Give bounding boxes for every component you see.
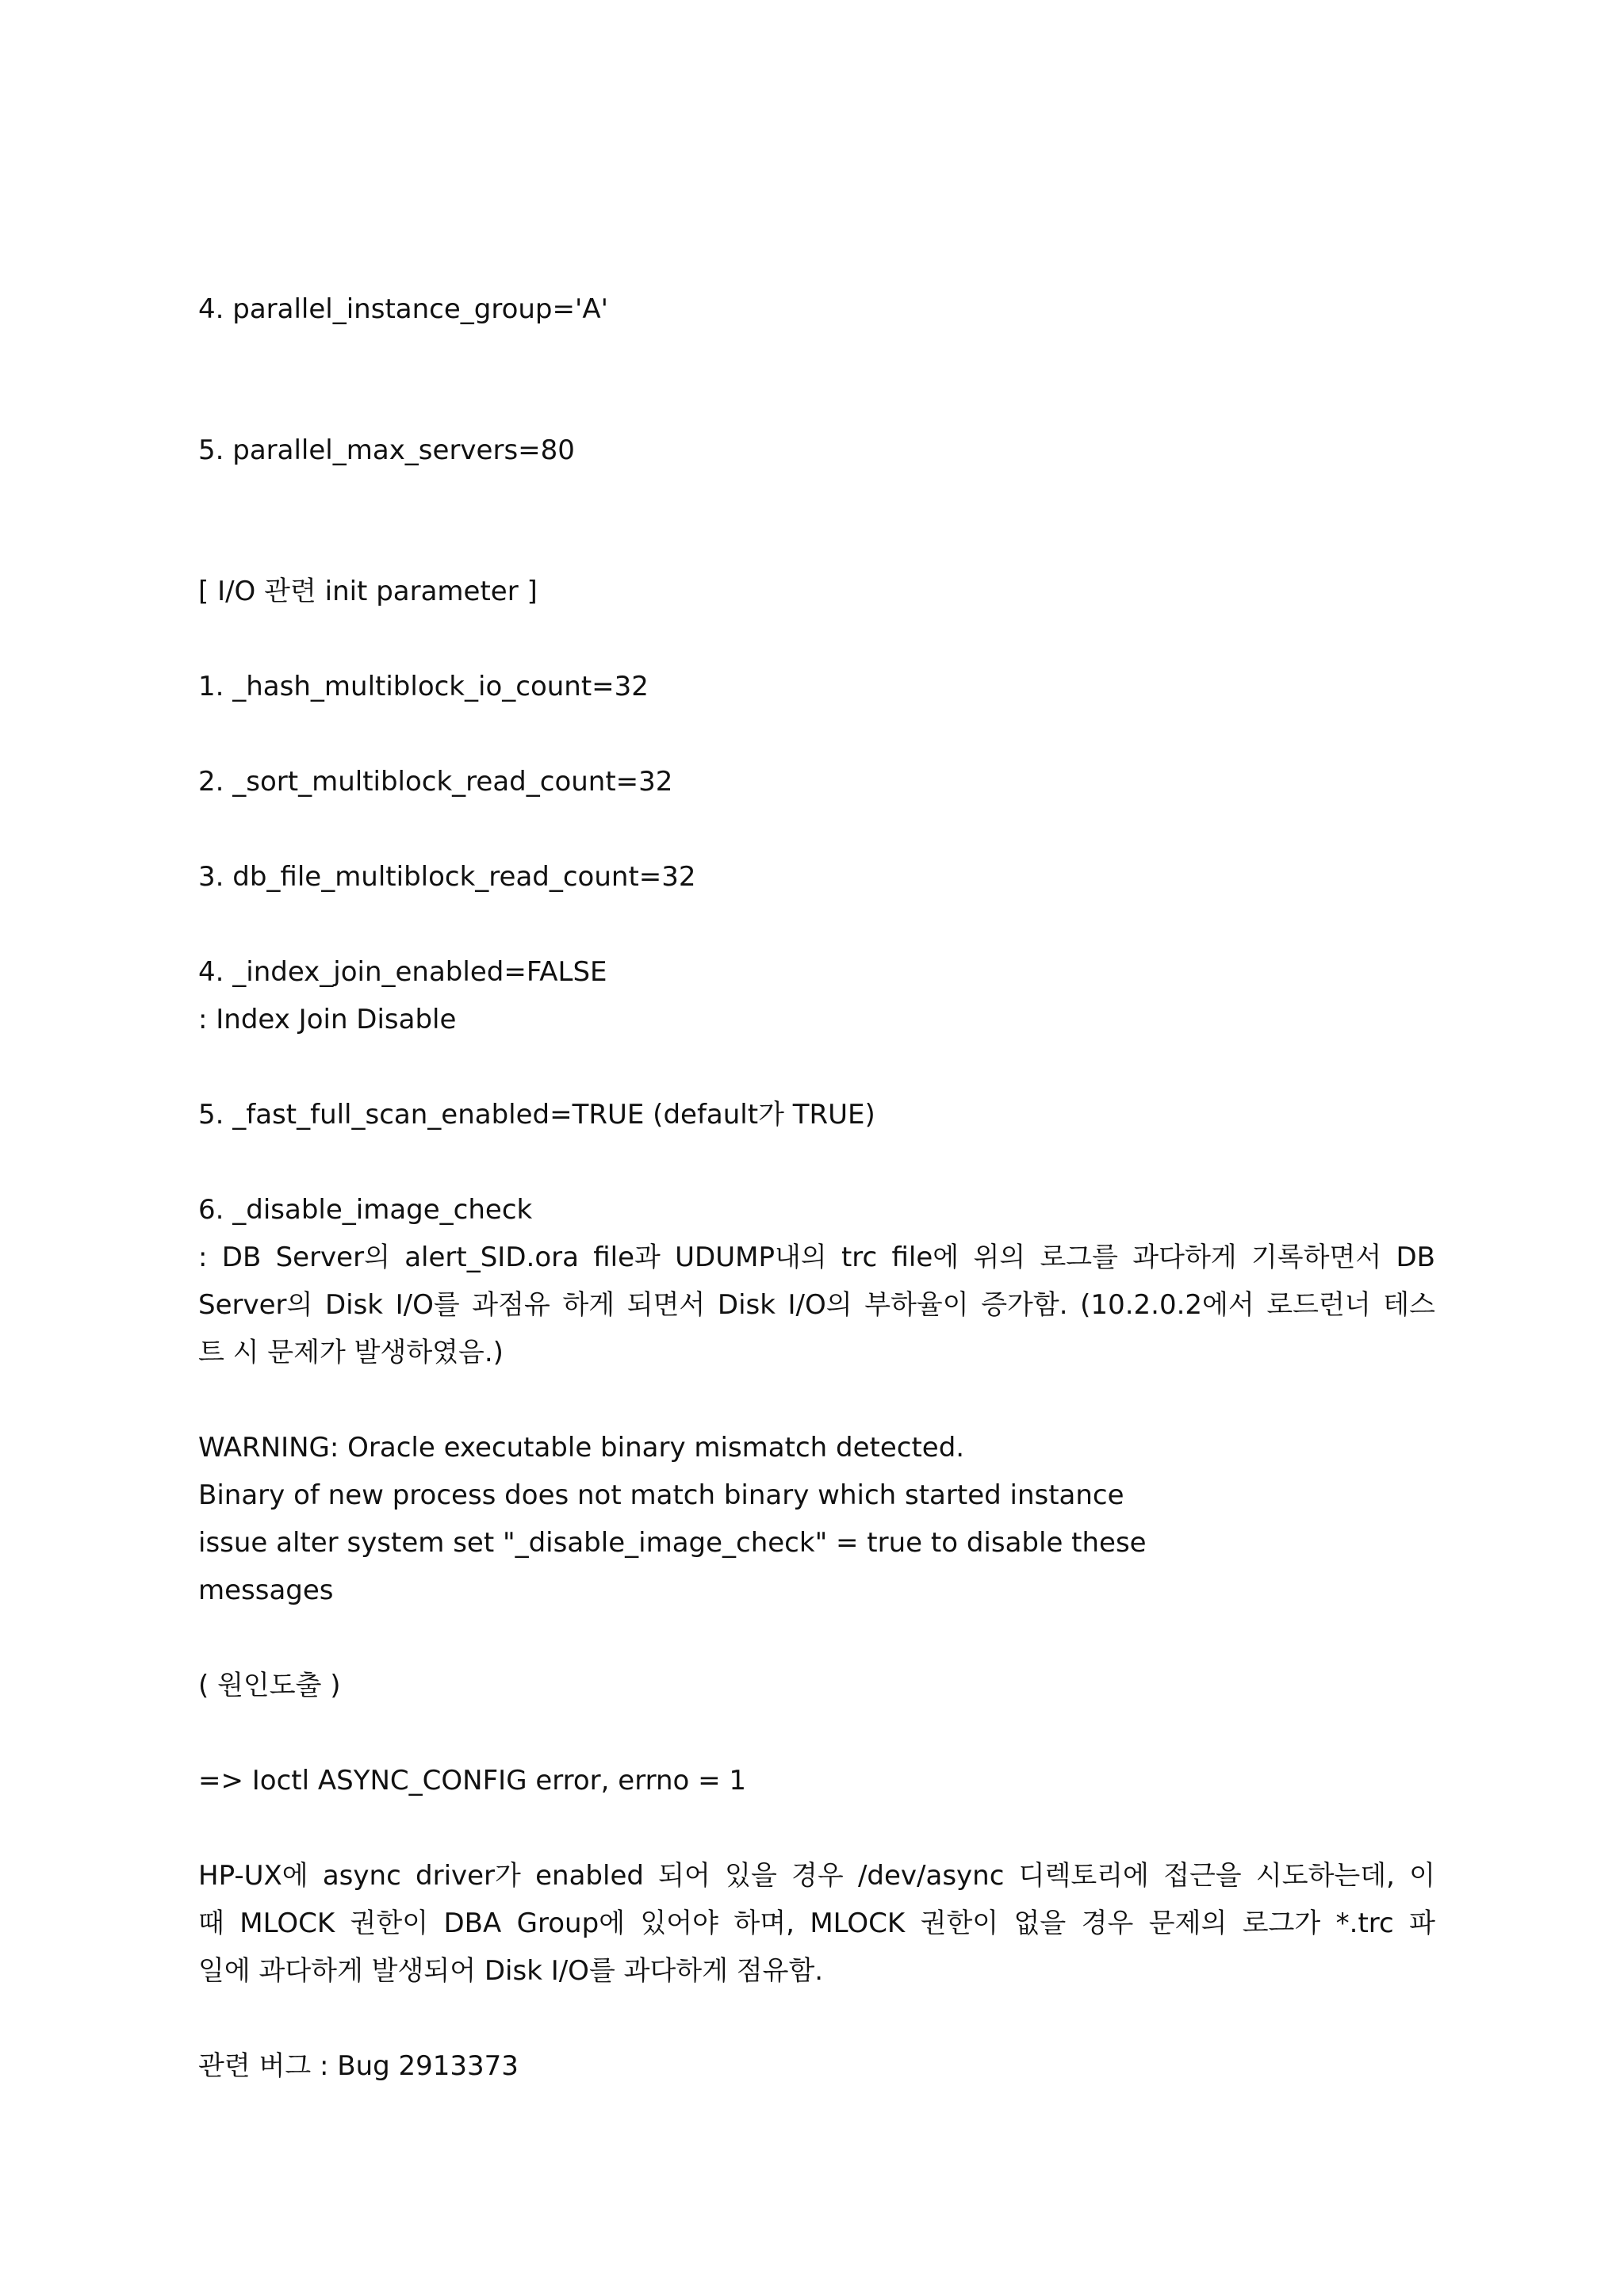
text-line: Server의 Disk I/O를 과점유 하게 되면서 Disk I/O의 부하율이 증가함. (10.2.0.2에서 로드런너 테스 (198, 1289, 1435, 1321)
document-body (198, 285, 1435, 2090)
text-line: 1. _hash_multiblock_io_count=32 (198, 671, 649, 702)
text-line: : Index Join Disable (198, 1004, 457, 1035)
text-line: 6. _disable_image_check (198, 1194, 533, 1226)
text-line: 5. _fast_full_scan_enabled=TRUE (default가 TRUE) (198, 1099, 875, 1131)
text-line: 5. parallel_max_servers=80 (198, 434, 575, 466)
text-line: 4. _index_join_enabled=FALSE (198, 956, 607, 988)
text-line: 4. parallel_instance_group='A' (198, 293, 608, 325)
section-heading-root-cause (198, 1662, 1435, 1709)
paragraph-parallel-instance-group (198, 285, 1435, 333)
paragraph-hpux-explanation (198, 1852, 1435, 1995)
text-line: 트 시 문제가 발생하였음.) (198, 1337, 504, 1368)
paragraph-ioctl-error (198, 1757, 1435, 1804)
text-line: WARNING: Oracle executable binary mismatch detected. (198, 1432, 965, 1464)
section-heading: ( 원인도출 ) (198, 1670, 341, 1701)
section-heading: [ I/O 관련 init parameter ] (198, 576, 538, 607)
text-line: 2. _sort_multiblock_read_count=32 (198, 766, 673, 798)
paragraph-disable-image-check (198, 1186, 1435, 1376)
paragraph-warning-message (198, 1424, 1435, 1614)
paragraph-related-bug (198, 2042, 1435, 2090)
text-line: 때 MLOCK 권한이 DBA Group에 있어야 하며, MLOCK 권한이 없을 경우 문제의 로그가 *.trc 파 (198, 1908, 1435, 1939)
paragraph-sort-multiblock (198, 758, 1435, 806)
paragraph-fast-full-scan (198, 1091, 1435, 1138)
text-line: => Ioctl ASYNC_CONFIG error, errno = 1 (198, 1765, 747, 1797)
paragraph-db-file-multiblock (198, 853, 1435, 901)
text-line: 일에 과다하게 발생되어 Disk I/O를 과다하게 점유함. (198, 1955, 824, 1987)
text-line: issue alter system set "_disable_image_check" = true to disable these (198, 1527, 1147, 1559)
text-line: Binary of new process does not match binary which started instance (198, 1479, 1124, 1511)
paragraph-parallel-max-servers (198, 427, 1435, 474)
text-line: HP-UX에 async driver가 enabled 되어 있을 경우 /dev/async 디렉토리에 접근을 시도하는데, 이 (198, 1860, 1435, 1892)
text-line: 3. db_file_multiblock_read_count=32 (198, 861, 696, 893)
paragraph-hash-multiblock (198, 663, 1435, 710)
text-line: 관련 버그 : Bug 2913373 (198, 2050, 519, 2082)
paragraph-index-join (198, 948, 1435, 1043)
section-heading-io-params (198, 568, 1435, 615)
text-line: : DB Server의 alert_SID.ora file과 UDUMP내의 trc file에 위의 로그를 과다하게 기록하면서 DB (198, 1242, 1435, 1273)
text-line: messages (198, 1575, 334, 1606)
